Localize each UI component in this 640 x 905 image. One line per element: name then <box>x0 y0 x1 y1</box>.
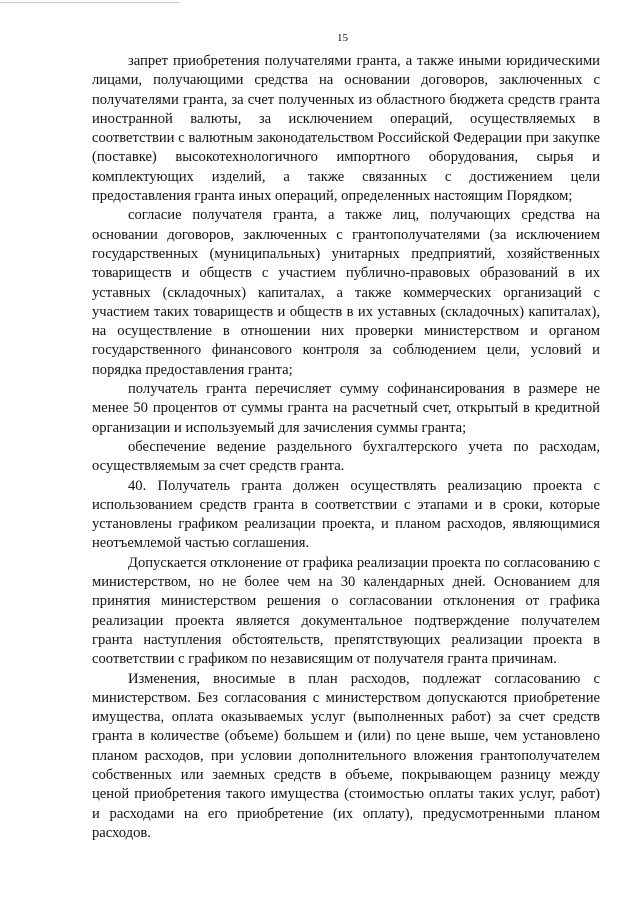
paragraph-clause-40: 40. Получатель гранта должен осуществлять реализацию проекта с использованием средств гранта в соответствии с этапами и в сроки, которые установлены графиком реализации проекта, и планом расходов, являющимися неотъемлемой частью соглашения. <box>92 477 600 552</box>
page-number: 15 <box>337 32 348 44</box>
paragraph-expense-plan-changes: Изменения, вносимые в план расходов, подлежат согласованию с министерством. Без согласования с министерством допускаются приобретение имущества, оплата оказываемых услуг (выполненных работ) за счет средств гранта в количестве (объеме) большем и (или) по цене выше, чем установлено планом расходов, при условии дополнительного вложения грантополучателем собственных или заемных средств в объеме, покрывающем разницу между ценой приобретения такого имущества (стоимостью оплаты таких услуг, работ) и расходами на его приобретение (их оплату), предусмотренными планом расходов. <box>92 670 600 841</box>
paragraph-schedule-deviation: Допускается отклонение от графика реализации проекта по согласованию с министерством, но не более чем на 30 календарных дней. Основанием для принятия министерством решения о согласовании отклонения от графика реализации проекта является документальное подтверждение получателем гранта наступления обстоятельств, препятствующих реализации проекта в соответствии с графиком по независящим от получателя гранта причинам. <box>92 554 600 668</box>
paragraph-cofinancing: получатель гранта перечисляет сумму софинансирования в размере не менее 50 процентов от суммы гранта на расчетный счет, открытый в кредитной организации и используемый для зачисления суммы гранта; <box>92 381 600 436</box>
scan-edge-line <box>0 2 180 3</box>
paragraph-separate-accounting: обеспечение ведение раздельного бухгалтерского учета по расходам, осуществляемым за счет средств гранта. <box>92 438 600 475</box>
document-body <box>92 52 600 843</box>
paragraph-currency-purchase-ban: запрет приобретения получателями гранта, а также иными юридическими лицами, получающими средства на основании договоров, заключенных с получателями гранта, за счет полученных из областного бюджета средств гранта иностранной валюты, за исключением операций, осуществляемых в соответствии с валютным законодательством Российской Федерации при закупке (поставке) высокотехнологичного импортного оборудования, сырья и комплектующих изделий, а также связанных с достижением цели предоставления гранта иных операций, определенных настоящим Порядком; <box>92 53 600 205</box>
paragraph-inspection-consent: согласие получателя гранта, а также лиц, получающих средства на основании договоров, заключенных с грантополучателями (за исключением государственных (муниципальных) унитарных предприятий, хозяйственных товариществ и обществ с участием публично-правовых образований в их уставных (складочных) капиталах, а также коммерческих организаций с участием таких товариществ и обществ в их уставных (складочных) капиталах), на осуществление в отношении них проверки министерством и органом государственного финансового контроля за соблюдением цели, условий и порядка предоставления гранта; <box>92 207 600 378</box>
